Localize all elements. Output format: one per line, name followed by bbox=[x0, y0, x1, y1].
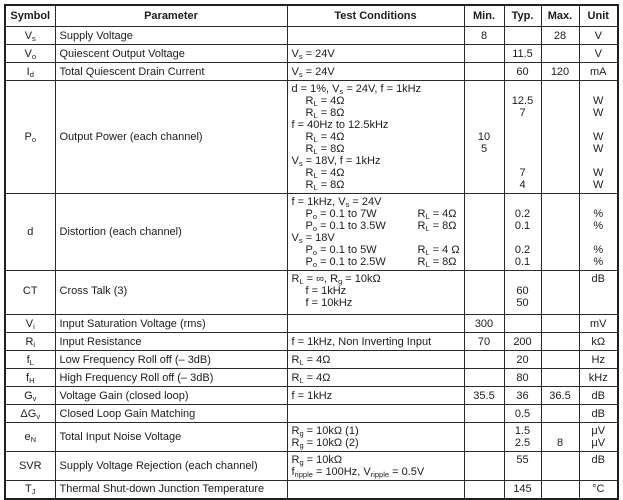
unit-line: W bbox=[593, 107, 604, 119]
unit-line: Hz bbox=[591, 353, 605, 366]
typ-line: 0.5 bbox=[514, 407, 531, 420]
typ-line: 0.1 bbox=[514, 220, 531, 232]
unit-line: μV bbox=[591, 425, 606, 437]
max-line bbox=[546, 297, 575, 309]
condition-line: $V_s = 18V$, f = 1kHz bbox=[291, 155, 381, 168]
min-value-cell bbox=[464, 45, 504, 63]
condition-part-2: $R_L = 4$ Ω bbox=[417, 244, 460, 257]
max-line bbox=[546, 220, 575, 232]
max-value-cell bbox=[541, 423, 579, 452]
max-value-cell bbox=[541, 481, 579, 499]
max-value-cell bbox=[541, 27, 579, 45]
typ-line: 60 bbox=[516, 65, 529, 78]
parameter-cell: Input Resistance bbox=[55, 333, 287, 351]
typ-line: 0.1 bbox=[514, 256, 531, 268]
condition-line: $R_L = 4\Omega$ bbox=[305, 131, 345, 144]
condition-line bbox=[292, 30, 460, 42]
unit-cell bbox=[579, 351, 618, 369]
condition-line: $R_g = 10k\Omega$ (2) bbox=[291, 437, 359, 450]
unit-line: kΩ bbox=[591, 335, 606, 348]
condition-line: $R_L$ = ∞, $R_g = 10k\Omega$ bbox=[291, 273, 381, 286]
table-header-row bbox=[5, 5, 618, 27]
electrical-characteristics-table bbox=[4, 4, 619, 500]
typ-line bbox=[509, 273, 537, 285]
min-line bbox=[469, 372, 500, 384]
condition-part-1: $P_o = 0.1$ to 5W bbox=[305, 244, 377, 257]
max-line: 36.5 bbox=[549, 389, 571, 402]
min-line bbox=[469, 119, 500, 131]
header-cell-typ: Typ. bbox=[504, 5, 541, 27]
max-line bbox=[546, 408, 575, 420]
unit-line: mA bbox=[590, 65, 607, 78]
parameter-cell: Distortion (each channel) bbox=[55, 194, 287, 271]
unit-line bbox=[584, 119, 614, 131]
max-line bbox=[546, 232, 575, 244]
symbol-cell: $V_o$ bbox=[5, 45, 55, 63]
max-line bbox=[546, 354, 575, 366]
unit-cell bbox=[579, 423, 618, 452]
condition-part-1: $P_o = 0.1$ to 3.5W bbox=[305, 220, 386, 233]
min-line: 8 bbox=[480, 29, 488, 42]
symbol-cell: $P_o$ bbox=[5, 81, 55, 194]
max-value-cell bbox=[541, 452, 579, 481]
symbol-cell: $R_i$ bbox=[5, 333, 55, 351]
unit-line: % bbox=[593, 208, 604, 220]
unit-line bbox=[584, 83, 614, 95]
table-row bbox=[5, 45, 618, 63]
conditions-cell bbox=[287, 333, 464, 351]
conditions-cell bbox=[287, 369, 464, 387]
unit-line: % bbox=[593, 244, 604, 256]
typ-line: 1.5 bbox=[514, 425, 531, 437]
min-line bbox=[469, 408, 500, 420]
symbol-cell: $V_s$ bbox=[5, 27, 55, 45]
min-line bbox=[469, 83, 500, 95]
condition-line: $V_s = 18V$ bbox=[291, 232, 335, 245]
header-cell-parameter: Parameter bbox=[55, 5, 287, 27]
typ-line: 4 bbox=[519, 179, 526, 191]
unit-line: dB bbox=[591, 454, 605, 466]
conditions-cell bbox=[287, 27, 464, 45]
typ-line: 20 bbox=[516, 353, 529, 366]
max-line bbox=[546, 208, 575, 220]
conditions-cell bbox=[287, 423, 464, 452]
parameter-cell: Total Quiescent Drain Current bbox=[55, 63, 287, 81]
parameter-cell: Total Input Noise Voltage bbox=[55, 423, 287, 452]
symbol-cell: $f_H$ bbox=[5, 369, 55, 387]
typ-line: 0.2 bbox=[514, 208, 531, 220]
typ-value-cell bbox=[504, 81, 541, 194]
unit-line: kHz bbox=[588, 371, 608, 384]
typ-line: 11.5 bbox=[512, 47, 533, 60]
max-line bbox=[546, 95, 575, 107]
typ-line bbox=[509, 30, 537, 42]
condition-part-2: $R_L = 8\Omega$ bbox=[417, 256, 457, 269]
unit-cell bbox=[579, 452, 618, 481]
condition-line bbox=[292, 256, 460, 268]
typ-line: 55 bbox=[516, 454, 529, 466]
header-cell-unit: Unit bbox=[579, 5, 618, 27]
table-header bbox=[5, 5, 618, 27]
conditions-cell bbox=[287, 315, 464, 333]
condition-part-2: $R_L = 8\Omega$ bbox=[417, 220, 457, 233]
max-line bbox=[546, 107, 575, 119]
symbol-cell: $e_N$ bbox=[5, 423, 55, 452]
min-line bbox=[469, 354, 500, 366]
table-row bbox=[5, 333, 618, 351]
max-line: 120 bbox=[550, 65, 570, 78]
min-line bbox=[469, 167, 500, 179]
max-line bbox=[546, 83, 575, 95]
max-line bbox=[546, 256, 575, 268]
min-line bbox=[469, 297, 500, 309]
unit-line: V bbox=[594, 47, 602, 60]
typ-line: 80 bbox=[516, 371, 529, 384]
symbol-cell: d bbox=[5, 194, 55, 271]
max-value-cell bbox=[541, 369, 579, 387]
max-value-cell bbox=[541, 63, 579, 81]
min-line bbox=[469, 256, 500, 268]
condition-line: $R_L = 4\Omega$ bbox=[291, 371, 331, 385]
max-line bbox=[546, 143, 575, 155]
symbol-cell: $\Delta G_v$ bbox=[5, 405, 55, 423]
table-row bbox=[5, 423, 618, 452]
min-value-cell bbox=[464, 81, 504, 194]
max-line bbox=[546, 273, 575, 285]
min-line bbox=[469, 454, 500, 466]
symbol-cell: SVR bbox=[5, 452, 55, 481]
conditions-cell bbox=[287, 63, 464, 81]
table-row bbox=[5, 315, 618, 333]
min-line: 35.5 bbox=[473, 389, 495, 402]
header-cell-max: Max. bbox=[541, 5, 579, 27]
max-line bbox=[546, 372, 575, 384]
unit-cell bbox=[579, 45, 618, 63]
symbol-cell: $I_d$ bbox=[5, 63, 55, 81]
unit-cell bbox=[579, 481, 618, 499]
parameter-cell: Supply Voltage bbox=[55, 27, 287, 45]
parameter-cell: Supply Voltage Rejection (each channel) bbox=[55, 452, 287, 481]
unit-line: W bbox=[593, 143, 604, 155]
max-line bbox=[546, 285, 575, 297]
unit-cell bbox=[579, 63, 618, 81]
max-line bbox=[546, 466, 575, 478]
conditions-cell bbox=[287, 452, 464, 481]
symbol-cell: $T_J$ bbox=[5, 481, 55, 499]
condition-line bbox=[292, 483, 460, 495]
min-value-cell bbox=[464, 351, 504, 369]
min-value-cell bbox=[464, 423, 504, 452]
unit-line: W bbox=[593, 179, 604, 191]
max-value-cell bbox=[541, 194, 579, 271]
conditions-cell bbox=[287, 405, 464, 423]
unit-line: dB bbox=[591, 273, 605, 285]
max-line bbox=[546, 167, 575, 179]
typ-line bbox=[509, 143, 537, 155]
condition-line: f = 1kHz, Non Inverting Input bbox=[291, 335, 432, 348]
conditions-cell bbox=[287, 351, 464, 369]
min-line bbox=[469, 107, 500, 119]
unit-line bbox=[584, 297, 614, 309]
max-line bbox=[546, 131, 575, 143]
typ-line: 7 bbox=[519, 107, 526, 119]
min-value-cell bbox=[464, 481, 504, 499]
condition-line: $R_g = 10k\Omega$ bbox=[291, 454, 343, 467]
typ-value-cell bbox=[504, 333, 541, 351]
typ-value-cell bbox=[504, 481, 541, 499]
typ-value-cell bbox=[504, 63, 541, 81]
max-value-cell bbox=[541, 333, 579, 351]
table-row bbox=[5, 63, 618, 81]
condition-line: f = 1kHz, $V_s = 24V$ bbox=[291, 196, 382, 209]
condition-part-1: $P_o = 0.1$ to 2.5W bbox=[305, 256, 386, 269]
min-line bbox=[469, 425, 500, 437]
condition-line bbox=[292, 318, 460, 330]
table-row bbox=[5, 271, 618, 315]
table-row bbox=[5, 387, 618, 405]
typ-line bbox=[509, 318, 537, 330]
conditions-cell bbox=[287, 81, 464, 194]
conditions-cell bbox=[287, 271, 464, 315]
table-row bbox=[5, 27, 618, 45]
typ-line: 2.5 bbox=[514, 437, 531, 449]
condition-line: $R_L = 8\Omega$ bbox=[305, 179, 345, 192]
condition-line: f = 1kHz bbox=[291, 389, 333, 402]
typ-line: 50 bbox=[516, 297, 529, 309]
condition-part-1: $P_o = 0.1$ to 7W bbox=[305, 208, 377, 221]
unit-cell bbox=[579, 271, 618, 315]
min-value-cell bbox=[464, 315, 504, 333]
min-line bbox=[469, 220, 500, 232]
typ-line: 0.2 bbox=[514, 244, 531, 256]
max-value-cell bbox=[541, 81, 579, 194]
unit-cell bbox=[579, 315, 618, 333]
min-value-cell bbox=[464, 63, 504, 81]
typ-value-cell bbox=[504, 271, 541, 315]
min-line bbox=[469, 273, 500, 285]
header-cell-testconditions: Test Conditions bbox=[287, 5, 464, 27]
condition-part-2: $R_L = 4\Omega$ bbox=[417, 208, 457, 221]
parameter-cell: Voltage Gain (closed loop) bbox=[55, 387, 287, 405]
min-line bbox=[469, 179, 500, 191]
max-line: 28 bbox=[553, 29, 567, 42]
symbol-cell: $f_L$ bbox=[5, 351, 55, 369]
unit-line: dB bbox=[591, 389, 605, 402]
table-row bbox=[5, 81, 618, 194]
table-row bbox=[5, 351, 618, 369]
unit-line bbox=[584, 466, 614, 478]
min-line bbox=[469, 437, 500, 449]
typ-value-cell bbox=[504, 452, 541, 481]
table-row bbox=[5, 405, 618, 423]
unit-cell bbox=[579, 27, 618, 45]
min-line bbox=[469, 95, 500, 107]
unit-line: W bbox=[593, 131, 604, 143]
typ-value-cell bbox=[504, 194, 541, 271]
parameter-cell: Low Frequency Roll off (– 3dB) bbox=[55, 351, 287, 369]
condition-line bbox=[292, 244, 460, 256]
parameter-cell: Output Power (each channel) bbox=[55, 81, 287, 194]
conditions-cell bbox=[287, 45, 464, 63]
min-value-cell bbox=[464, 27, 504, 45]
condition-line: f = 40Hz to 12.5kHz bbox=[291, 119, 389, 131]
unit-line: dB bbox=[591, 407, 605, 420]
typ-value-cell bbox=[504, 423, 541, 452]
typ-line: 12.5 bbox=[511, 95, 534, 107]
unit-line: V bbox=[594, 29, 602, 42]
unit-cell bbox=[579, 369, 618, 387]
max-line bbox=[546, 196, 575, 208]
unit-cell bbox=[579, 333, 618, 351]
unit-line: % bbox=[593, 256, 604, 268]
min-value-cell bbox=[464, 194, 504, 271]
unit-line bbox=[584, 155, 614, 167]
typ-value-cell bbox=[504, 27, 541, 45]
header-cell-min: Min. bbox=[464, 5, 504, 27]
typ-value-cell bbox=[504, 387, 541, 405]
condition-line bbox=[292, 220, 460, 232]
conditions-cell bbox=[287, 194, 464, 271]
typ-line bbox=[509, 83, 537, 95]
min-line bbox=[469, 244, 500, 256]
min-value-cell bbox=[464, 387, 504, 405]
min-line: 5 bbox=[480, 143, 488, 155]
typ-line: 200 bbox=[513, 335, 532, 348]
min-line bbox=[469, 196, 500, 208]
condition-line: $R_L = 4\Omega$ bbox=[305, 167, 345, 180]
min-line bbox=[469, 285, 500, 297]
table-row bbox=[5, 194, 618, 271]
condition-line: $R_L = 4\Omega$ bbox=[291, 353, 331, 367]
typ-line: 36 bbox=[516, 389, 529, 402]
min-line: 300 bbox=[474, 317, 494, 330]
typ-line bbox=[509, 196, 537, 208]
typ-line: 7 bbox=[519, 167, 526, 179]
max-value-cell bbox=[541, 315, 579, 333]
unit-line: μV bbox=[591, 437, 606, 449]
parameter-cell: Thermal Shut-down Junction Temperature bbox=[55, 481, 287, 499]
max-line bbox=[546, 119, 575, 131]
typ-line: 145 bbox=[513, 483, 532, 496]
min-line: 70 bbox=[477, 335, 491, 348]
typ-value-cell bbox=[504, 405, 541, 423]
parameter-cell: Input Saturation Voltage (rms) bbox=[55, 315, 287, 333]
min-value-cell bbox=[464, 333, 504, 351]
max-value-cell bbox=[541, 271, 579, 315]
min-line bbox=[469, 208, 500, 220]
condition-line: $R_L = 8\Omega$ bbox=[305, 143, 345, 156]
min-value-cell bbox=[464, 271, 504, 315]
parameter-cell: Cross Talk (3) bbox=[55, 271, 287, 315]
typ-line bbox=[509, 119, 537, 131]
max-value-cell bbox=[541, 405, 579, 423]
unit-line bbox=[584, 285, 614, 297]
min-line bbox=[469, 466, 500, 478]
min-line bbox=[469, 66, 500, 78]
unit-cell bbox=[579, 81, 618, 194]
typ-line bbox=[509, 131, 537, 143]
table-row bbox=[5, 452, 618, 481]
unit-line bbox=[584, 196, 614, 208]
symbol-cell: $G_v$ bbox=[5, 387, 55, 405]
condition-line: $R_g = 10k\Omega$ (1) bbox=[291, 425, 359, 438]
parameter-cell: High Frequency Roll off (– 3dB) bbox=[55, 369, 287, 387]
min-value-cell bbox=[464, 405, 504, 423]
condition-line: $R_L = 8\Omega$ bbox=[305, 107, 345, 120]
unit-line bbox=[584, 232, 614, 244]
max-line bbox=[546, 425, 575, 437]
unit-line: °C bbox=[592, 483, 605, 496]
max-value-cell bbox=[541, 387, 579, 405]
unit-cell bbox=[579, 387, 618, 405]
table-row bbox=[5, 369, 618, 387]
min-line bbox=[469, 48, 500, 60]
max-line: 8 bbox=[556, 437, 564, 449]
conditions-cell bbox=[287, 387, 464, 405]
condition-line bbox=[292, 208, 460, 220]
table-body bbox=[5, 27, 618, 499]
condition-line bbox=[292, 408, 460, 420]
unit-line: % bbox=[593, 220, 604, 232]
max-value-cell bbox=[541, 351, 579, 369]
symbol-cell: $V_i$ bbox=[5, 315, 55, 333]
unit-line: W bbox=[593, 167, 604, 179]
typ-line bbox=[509, 155, 537, 167]
max-line bbox=[546, 244, 575, 256]
parameter-cell: Quiescent Output Voltage bbox=[55, 45, 287, 63]
header-cell-symbol: Symbol bbox=[5, 5, 55, 27]
unit-cell bbox=[579, 405, 618, 423]
min-line bbox=[469, 155, 500, 167]
table-row bbox=[5, 481, 618, 499]
typ-line: 60 bbox=[516, 285, 529, 297]
min-value-cell bbox=[464, 452, 504, 481]
min-value-cell bbox=[464, 369, 504, 387]
min-line: 10 bbox=[477, 131, 491, 143]
typ-value-cell bbox=[504, 351, 541, 369]
unit-line: mV bbox=[590, 317, 607, 330]
symbol-cell: CT bbox=[5, 271, 55, 315]
typ-line bbox=[509, 232, 537, 244]
unit-line: W bbox=[593, 95, 604, 107]
min-line bbox=[469, 232, 500, 244]
typ-line bbox=[509, 466, 537, 478]
typ-value-cell bbox=[504, 315, 541, 333]
condition-line: $f_{ripple} = 100Hz$, $V_{ripple} = 0.5V$ bbox=[291, 466, 425, 479]
typ-value-cell bbox=[504, 369, 541, 387]
condition-line: f = 10kHz bbox=[305, 297, 353, 309]
min-line bbox=[469, 483, 500, 495]
typ-value-cell bbox=[504, 45, 541, 63]
condition-line: $V_s = 24V$ bbox=[291, 47, 335, 61]
max-line bbox=[546, 454, 575, 466]
max-line bbox=[546, 336, 575, 348]
max-value-cell bbox=[541, 45, 579, 63]
max-line bbox=[546, 48, 575, 60]
parameter-cell: Closed Loop Gain Matching bbox=[55, 405, 287, 423]
max-line bbox=[546, 483, 575, 495]
condition-line: $V_s = 24V$ bbox=[291, 65, 335, 79]
condition-line: d = 1%, $V_s = 24V$, f = 1kHz bbox=[291, 83, 422, 96]
max-line bbox=[546, 318, 575, 330]
max-line bbox=[546, 155, 575, 167]
max-line bbox=[546, 179, 575, 191]
condition-line: $R_L = 4\Omega$ bbox=[305, 95, 345, 108]
conditions-cell bbox=[287, 481, 464, 499]
unit-cell bbox=[579, 194, 618, 271]
condition-line: f = 1kHz bbox=[305, 285, 347, 297]
